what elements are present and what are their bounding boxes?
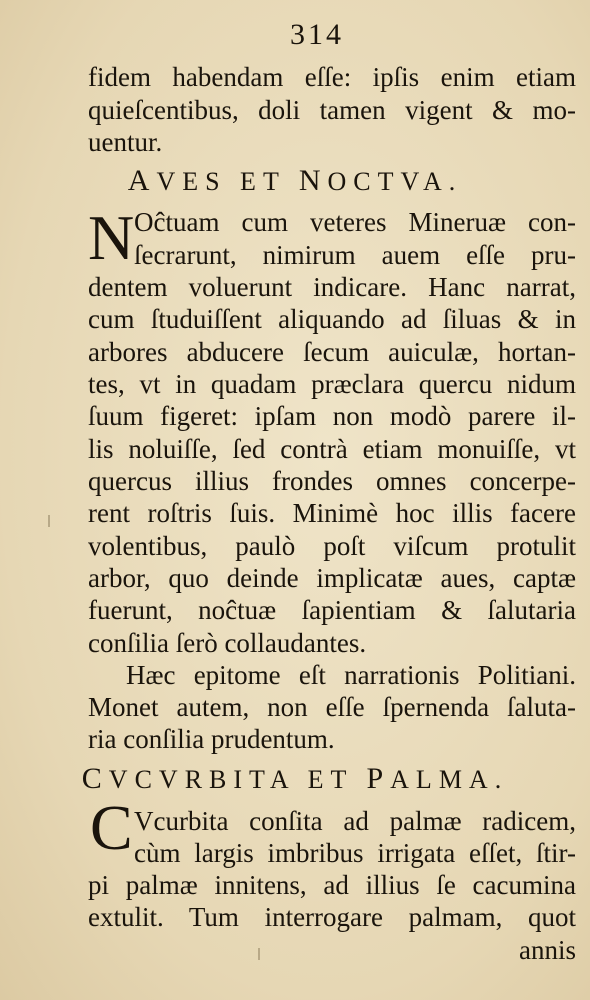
text-line: tes, vt in quadam præclara quercu nidum (88, 369, 576, 399)
text-line: fuerunt, noĉtuæ ſapientiam & ſalutaria (88, 595, 576, 625)
text-line: quercus illius frondes omnes concerpe- (88, 466, 576, 496)
text-line: lis noluiſſe, ſed contrà etiam monuiſſe, vt (88, 434, 576, 464)
text-line: ſecrarunt, nimirum auem eſſe pru- (134, 240, 576, 270)
text-line: Monet autem, non eſſe ſpernenda ſaluta- (88, 692, 576, 722)
text-line: dentem voluerunt indicare. Hanc narrat, (88, 272, 576, 302)
text-line: ria conſilia prudentum. (88, 724, 335, 754)
text-line: ſuum figeret: ipſam non modò parere il- (88, 401, 576, 431)
drop-cap: N (88, 202, 135, 273)
page-number: 314 (290, 18, 344, 51)
text-line: extulit. Tum interrogare palmam, quot (88, 902, 576, 932)
catchword: annis (519, 935, 576, 965)
paper-speck (258, 948, 260, 960)
text-line: quieſcentibus, doli tamen vigent & mo- (88, 95, 576, 125)
text-line: cum ſtuduiſſent aliquando ad ſiluas & in (88, 304, 576, 334)
text-line: Hæc epitome eſt narrationis Politiani. (126, 660, 576, 690)
text-line: pi palmæ innitens, ad illius ſe cacumina (88, 870, 576, 900)
text-line: conſilia ſerò collaudantes. (88, 628, 367, 658)
fable-title: CVCVRBITA ET PALMA. (81, 762, 509, 795)
drop-cap: C (90, 792, 133, 863)
text-line: Vcurbita conſita ad palmæ radicem, (134, 806, 576, 836)
fable-title: AVES ET NOCTVA. (127, 164, 463, 197)
text-line: arbor, quo deinde implicatæ aues, captæ (88, 563, 576, 593)
text-line: volentibus, paulò poſt viſcum protulit (88, 531, 576, 561)
text-line: arbores abducere ſecum auiculæ, hortan- (88, 337, 576, 367)
text-line: fidem habendam eſſe: ipſis enim etiam (88, 62, 576, 92)
paper-speck (48, 515, 50, 527)
text-line: uentur. (88, 127, 163, 157)
text-line: Oĉtuam cum veteres Mineruæ con- (134, 207, 576, 237)
text-line: cùm largis imbribus irrigata eſſet, ſtir- (134, 838, 576, 868)
text-line: rent roſtris ſuis. Minimè hoc illis facere (88, 498, 576, 528)
